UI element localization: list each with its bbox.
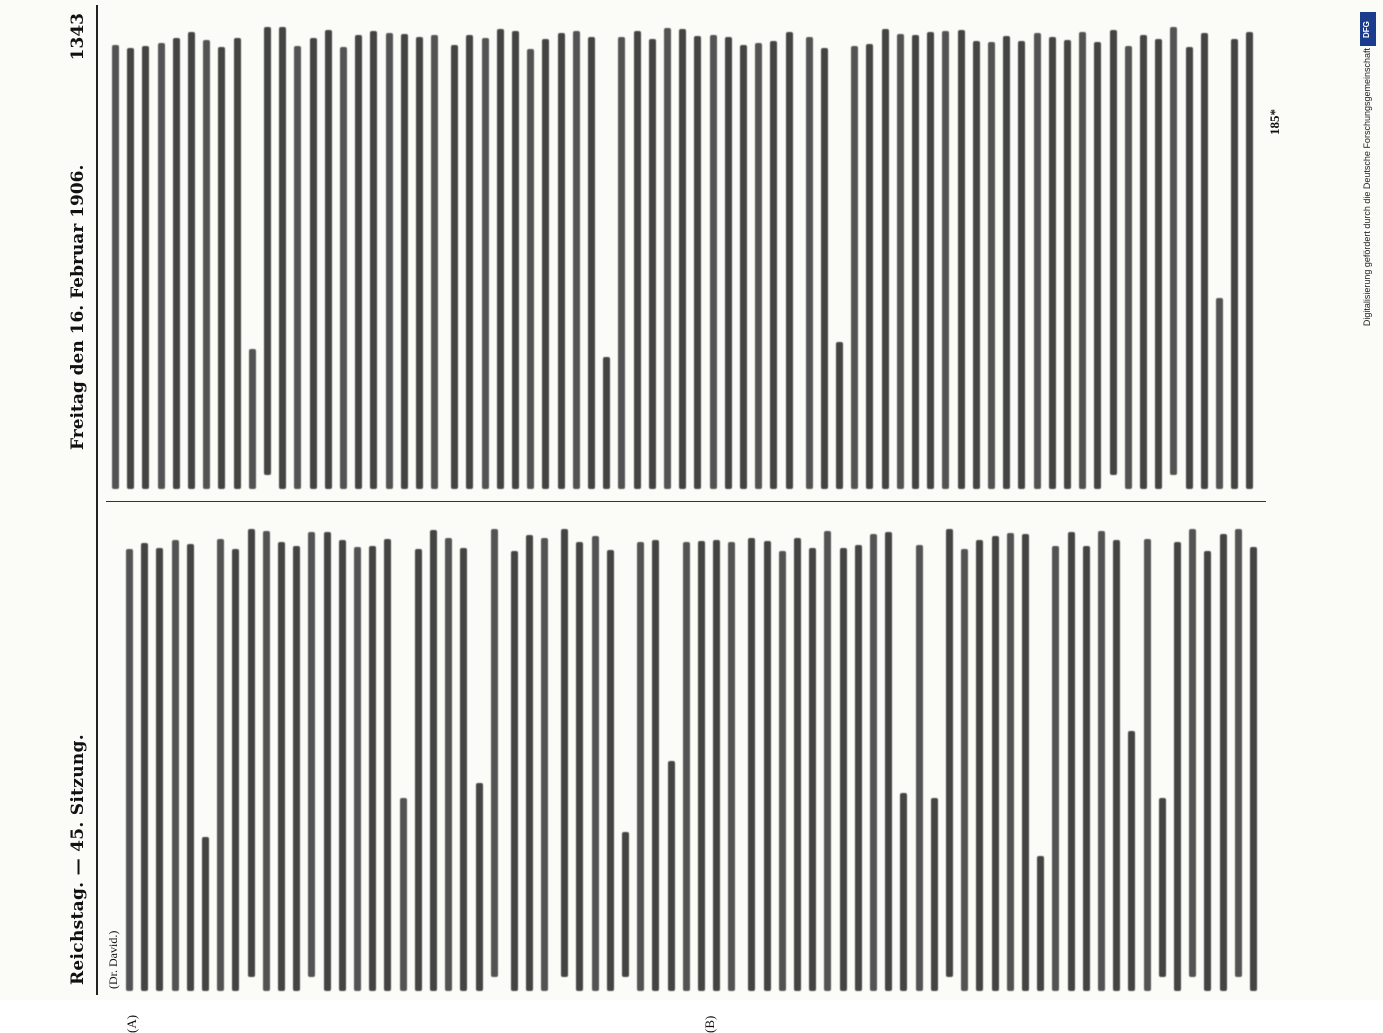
text-line-placeholder <box>942 31 949 489</box>
text-line-placeholder <box>634 31 641 489</box>
text-line-placeholder <box>664 28 671 489</box>
text-line-placeholder <box>592 536 599 991</box>
text-line-placeholder <box>1052 546 1059 991</box>
text-line-placeholder <box>278 542 285 991</box>
text-line-placeholder <box>202 837 209 991</box>
text-line-placeholder <box>824 531 831 991</box>
text-line-placeholder <box>158 43 165 489</box>
running-head-left: Reichstag. — 45. Sitzung. <box>68 734 88 985</box>
text-line-placeholder <box>482 38 489 489</box>
text-line-placeholder <box>339 540 346 991</box>
text-line-placeholder <box>866 44 873 489</box>
text-line-placeholder <box>840 548 847 991</box>
text-line-placeholder <box>466 35 473 489</box>
text-line-placeholder <box>988 42 995 489</box>
text-line-placeholder <box>1034 33 1041 489</box>
text-line-placeholder <box>607 550 614 991</box>
text-line-placeholder <box>172 540 179 991</box>
text-line-placeholder <box>855 545 862 991</box>
text-line-placeholder <box>386 33 393 489</box>
text-line-placeholder <box>1201 33 1208 489</box>
text-line-placeholder <box>156 548 163 991</box>
text-line-placeholder <box>512 31 519 489</box>
text-line-placeholder <box>794 538 801 991</box>
text-line-placeholder <box>912 35 919 489</box>
text-line-placeholder <box>249 349 256 489</box>
text-line-placeholder <box>1125 46 1132 489</box>
page-number: 1343 <box>68 13 88 61</box>
text-line-placeholder <box>294 46 301 489</box>
text-line-placeholder <box>870 534 877 991</box>
text-line-placeholder <box>1250 547 1257 991</box>
text-line-placeholder <box>882 29 889 489</box>
text-line-placeholder <box>476 783 483 991</box>
text-line-placeholder <box>340 47 347 489</box>
text-line-placeholder <box>958 30 965 489</box>
text-line-placeholder <box>897 34 904 489</box>
text-line-placeholder <box>1003 36 1010 489</box>
text-line-placeholder <box>491 529 498 977</box>
text-line-placeholder <box>325 30 332 489</box>
text-line-placeholder <box>1068 532 1075 991</box>
text-line-placeholder <box>779 551 786 991</box>
text-line-placeholder <box>558 33 565 489</box>
text-line-placeholder <box>683 542 690 991</box>
text-line-placeholder <box>916 545 923 991</box>
margin-marker-a: (A) <box>124 1014 139 1033</box>
text-line-placeholder <box>1110 30 1117 475</box>
text-line-placeholder <box>460 548 467 991</box>
text-line-placeholder <box>1155 39 1162 489</box>
text-line-placeholder <box>232 549 239 991</box>
text-line-placeholder <box>354 547 361 991</box>
text-line-placeholder <box>1098 531 1105 991</box>
text-line-placeholder <box>542 39 549 489</box>
text-line-placeholder <box>218 47 225 489</box>
text-line-placeholder <box>526 535 533 991</box>
text-line-placeholder <box>588 37 595 489</box>
text-line-placeholder <box>416 37 423 489</box>
text-line-placeholder <box>603 357 610 489</box>
margin-marker-b: (B) <box>702 1015 717 1033</box>
text-line-placeholder <box>1064 40 1071 489</box>
text-line-placeholder <box>809 548 816 991</box>
text-line-placeholder <box>142 46 149 489</box>
text-line-placeholder <box>497 29 504 489</box>
text-line-placeholder <box>821 48 828 489</box>
rotated-page <box>62 5 1327 1033</box>
text-line-placeholder <box>961 549 968 991</box>
signature-mark: 185* <box>1267 109 1282 135</box>
text-line-placeholder <box>1094 42 1101 489</box>
text-line-placeholder <box>1140 35 1147 489</box>
text-line-placeholder <box>1189 529 1196 977</box>
text-line-placeholder <box>1231 39 1238 489</box>
text-line-placeholder <box>770 41 777 489</box>
text-line-placeholder <box>694 36 701 489</box>
text-line-placeholder <box>1220 534 1227 991</box>
text-line-placeholder <box>748 538 755 991</box>
dfg-logo <box>1360 12 1376 46</box>
text-line-placeholder <box>1007 533 1014 991</box>
text-line-placeholder <box>308 532 315 977</box>
text-line-placeholder <box>370 31 377 489</box>
text-line-placeholder <box>679 29 686 489</box>
text-line-placeholder <box>576 542 583 991</box>
text-line-placeholder <box>806 37 813 489</box>
text-line-placeholder <box>618 37 625 489</box>
text-line-placeholder <box>786 32 793 489</box>
text-line-placeholder <box>1144 539 1151 991</box>
text-line-placeholder <box>649 39 656 489</box>
text-line-placeholder <box>973 41 980 489</box>
digitization-stamp <box>1360 12 1378 990</box>
text-line-placeholder <box>698 541 705 991</box>
text-line-placeholder <box>1204 551 1211 991</box>
text-line-placeholder <box>927 32 934 489</box>
text-line-placeholder <box>561 529 568 977</box>
text-line-placeholder <box>1174 542 1181 991</box>
text-line-placeholder <box>263 531 270 991</box>
text-line-placeholder <box>415 549 422 991</box>
text-line-placeholder <box>1037 856 1044 991</box>
text-line-placeholder <box>652 540 659 991</box>
text-line-placeholder <box>1170 27 1177 475</box>
text-line-placeholder <box>710 35 717 489</box>
text-line-placeholder <box>885 532 892 991</box>
text-line-placeholder <box>445 538 452 991</box>
text-line-placeholder <box>946 529 953 977</box>
text-line-placeholder <box>173 38 180 489</box>
text-line-placeholder <box>187 544 194 991</box>
text-line-placeholder <box>112 45 119 489</box>
text-line-placeholder <box>400 798 407 991</box>
column-divider <box>106 501 1266 502</box>
running-head-date: Freitag den 16. Februar 1906. <box>68 164 88 450</box>
text-line-placeholder <box>1083 546 1090 991</box>
text-line-placeholder <box>992 536 999 991</box>
text-line-placeholder <box>976 540 983 991</box>
text-line-placeholder <box>324 532 331 991</box>
text-line-placeholder <box>1186 47 1193 489</box>
header-rule <box>96 5 98 995</box>
text-line-placeholder <box>740 45 747 489</box>
running-head <box>62 5 102 995</box>
text-line-placeholder <box>248 529 255 977</box>
text-line-placeholder <box>1022 534 1029 991</box>
text-line-placeholder <box>355 35 362 489</box>
text-line-placeholder <box>126 549 133 991</box>
text-line-placeholder <box>293 546 300 991</box>
text-line-placeholder <box>279 27 286 489</box>
text-line-placeholder <box>431 35 438 489</box>
text-line-placeholder <box>1216 298 1223 489</box>
text-line-placeholder <box>1235 529 1242 977</box>
text-line-placeholder <box>541 538 548 991</box>
text-line-placeholder <box>511 551 518 991</box>
text-line-placeholder <box>203 41 210 490</box>
text-line-placeholder <box>728 542 735 991</box>
text-line-placeholder <box>637 542 644 991</box>
text-line-placeholder <box>931 798 938 991</box>
text-line-placeholder <box>622 832 629 977</box>
text-line-placeholder <box>141 543 148 991</box>
text-line-placeholder <box>127 48 134 489</box>
text-line-placeholder <box>573 31 580 489</box>
text-line-placeholder <box>1246 32 1253 489</box>
text-line-placeholder <box>851 46 858 489</box>
text-line-placeholder <box>188 32 195 489</box>
text-line-placeholder <box>764 541 771 991</box>
text-line-placeholder <box>1018 41 1025 489</box>
text-line-placeholder <box>1049 37 1056 489</box>
text-line-placeholder <box>668 761 675 991</box>
text-line-placeholder <box>401 34 408 489</box>
text-line-placeholder <box>836 342 843 489</box>
text-line-placeholder <box>234 38 241 489</box>
text-line-placeholder <box>1113 540 1120 991</box>
dfg-logo-text: DFG <box>1362 21 1371 38</box>
text-line-placeholder <box>755 43 762 489</box>
text-line-placeholder <box>725 37 732 489</box>
text-line-placeholder <box>369 546 376 991</box>
speaker-tag: (Dr. David.) <box>106 930 120 989</box>
text-line-placeholder <box>1128 731 1135 991</box>
text-line-placeholder <box>430 530 437 991</box>
text-line-placeholder <box>451 45 458 489</box>
text-line-placeholder <box>217 539 224 991</box>
text-line-placeholder <box>713 540 720 991</box>
text-line-placeholder <box>1079 32 1086 489</box>
stamp-text: Digitalisierung gefördert durch die Deutsche Forschungsgemeinschaft <box>1362 48 1372 327</box>
text-line-placeholder <box>310 38 317 489</box>
text-line-placeholder <box>1159 798 1166 977</box>
text-line-placeholder <box>264 27 271 475</box>
text-line-placeholder <box>900 793 907 991</box>
text-line-placeholder <box>384 539 391 991</box>
text-line-placeholder <box>527 49 534 489</box>
